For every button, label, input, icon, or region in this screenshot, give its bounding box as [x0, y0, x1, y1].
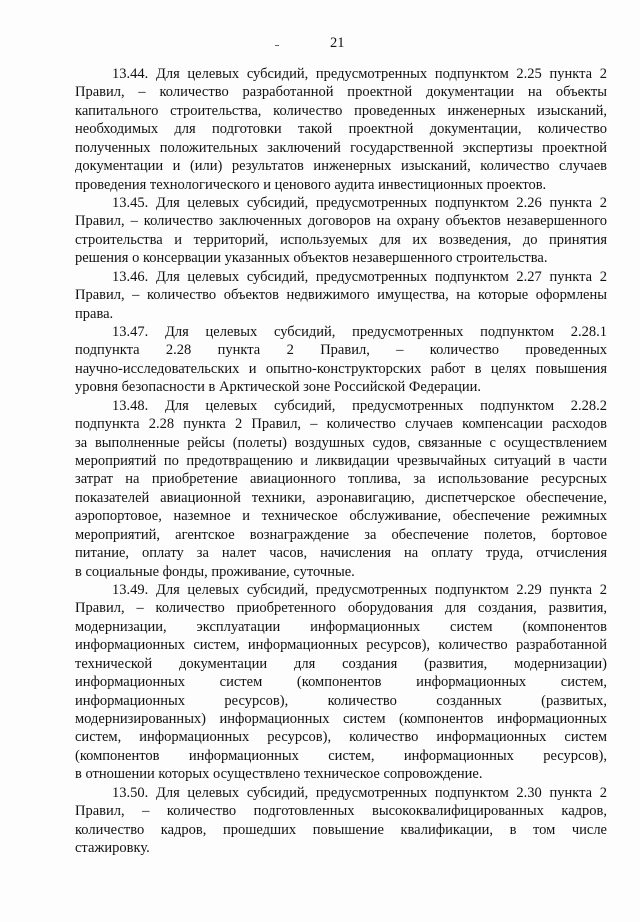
line-text: информационных систем, информационных ресурсов), количество разработанной — [75, 637, 607, 654]
line-text: мероприятий по предотвращению и ликвидации чрезвычайных ситуаций в части — [75, 453, 607, 470]
line-text: информационных систем (компонентов информационных систем, — [75, 674, 607, 691]
paragraph-first-line — [112, 397, 607, 415]
line-text: Правил, – количество разработанной проектной документации на объекты — [75, 84, 607, 101]
text-line — [75, 452, 607, 470]
line-text: Для целевых субсидий, предусмотренных подпунктом 2.29 пункта 2 — [155, 582, 607, 599]
line-text: технической документации для создания (развития, модернизации) — [75, 655, 607, 672]
text-line — [75, 286, 607, 304]
line-text: подпункта 2.28 пункта 2 Правил, – количество случаев компенсации расходов — [75, 416, 607, 433]
text-line — [75, 765, 482, 783]
text-line — [75, 839, 150, 857]
line-text: Правил, – количество подготовленных высококвалифицированных кадров, — [75, 803, 607, 820]
text-line — [75, 563, 355, 581]
line-text: решения о консервации указанных объектов незавершенного строительства. — [75, 250, 548, 267]
text-line — [75, 710, 607, 728]
line-text: затрат на приобретение авиационного топлива, за использование ресурсных — [75, 471, 607, 488]
line-text: мероприятий, агентское вознаграждение за обеспечение полетов, бортовое — [75, 526, 607, 543]
line-text: за выполненные рейсы (полеты) воздушных судов, связанные с осуществлением — [75, 434, 607, 451]
line-text: Правил, – количество объектов недвижимого имущества, на которые оформлены — [75, 287, 607, 304]
text-line — [75, 470, 607, 488]
text-line — [75, 728, 607, 746]
line-text: научно-исследовательских и опытно-конструкторских работ в целях повышения — [75, 360, 607, 377]
clause-number: 13.47. — [112, 324, 149, 341]
clause-number: 13.48. — [112, 397, 149, 414]
line-text: систем, информационных ресурсов), количество информационных систем — [75, 729, 607, 746]
line-text: документации и (или) результатов инженерных изысканий, количество случаев — [75, 158, 607, 175]
page-number: 21 — [330, 35, 345, 51]
text-line — [75, 507, 607, 525]
line-text: (компонентов информационных систем, информационных ресурсов), — [75, 747, 607, 764]
line-text: питание, оплату за налет часов, начисления на оплату труда, отчисления — [75, 545, 607, 562]
text-line — [75, 673, 607, 691]
paragraph-first-line — [112, 268, 607, 286]
paragraph-first-line — [112, 323, 607, 341]
line-text: стажировку. — [75, 840, 150, 857]
paragraph-first-line — [112, 194, 607, 212]
line-text: полученных положительных заключений государственной экспертизы проектной — [75, 139, 607, 156]
line-text: Для целевых субсидий, предусмотренных подпунктом 2.26 пункта 2 — [155, 195, 607, 211]
text-line — [75, 655, 607, 673]
text-line — [75, 821, 607, 839]
text-line — [75, 802, 607, 820]
line-text: Правил, – количество приобретенного оборудования для создания, развития, — [75, 600, 607, 617]
line-text: Для целевых субсидий, предусмотренных подпунктом 2.30 пункта 2 — [155, 784, 607, 801]
line-text: права. — [75, 305, 114, 322]
text-line — [75, 434, 607, 452]
line-text: количество кадров, прошедших повышение квалификации, в том числе — [75, 821, 607, 838]
line-text: в отношении которых осуществлено техническое сопровождение. — [75, 766, 483, 783]
line-text: Для целевых субсидий, предусмотренных подпунктом 2.28.2 — [165, 397, 607, 414]
line-text: необходимых для подготовки такой проектной документации, количество — [75, 121, 607, 138]
text-line — [75, 305, 113, 323]
text-line — [75, 102, 607, 120]
line-text: строительства и территорий, используемых для их возведения, до принятия — [75, 231, 607, 248]
text-line — [75, 415, 607, 433]
scan-speck — [275, 45, 279, 46]
text-line — [75, 636, 607, 654]
text-line — [75, 618, 607, 636]
text-line — [75, 526, 607, 544]
clause-number: 13.50. — [112, 784, 149, 801]
line-text: аэропортовое, наземное и техническое обслуживание, обеспечение режимных — [75, 508, 607, 525]
line-text: Для целевых субсидий, предусмотренных подпунктом 2.28.1 — [165, 324, 607, 341]
clause-number: 13.46. — [112, 268, 149, 285]
text-line — [75, 360, 607, 378]
text-line — [75, 83, 607, 101]
text-line — [75, 157, 607, 175]
line-text: Для целевых субсидий, предусмотренных подпунктом 2.27 пункта 2 — [155, 268, 607, 285]
line-text: Для целевых субсидий, предусмотренных подпунктом 2.25 пункта 2 — [155, 66, 607, 82]
text-line — [75, 378, 481, 396]
text-line — [75, 692, 607, 710]
text-line — [75, 139, 607, 157]
paragraph-first-line — [112, 65, 607, 83]
line-text: модернизации, эксплуатации информационных систем (компонентов — [75, 618, 607, 635]
clause-number: 13.44. — [112, 66, 149, 82]
line-text: показателей авиационной техники, аэронавигацию, диспетчерское обеспечение, — [75, 489, 607, 506]
line-text: капитального строительства, количество проведенных инженерных изысканий, — [75, 102, 607, 119]
text-line — [75, 544, 607, 562]
text-line — [75, 489, 607, 507]
line-text: Правил, – количество заключенных договоров на охрану объектов незавершенного — [75, 213, 607, 230]
line-text: в социальные фонды, проживание, суточные. — [75, 563, 355, 580]
text-line — [75, 120, 607, 138]
text-line — [75, 599, 607, 617]
paragraph-first-line — [112, 581, 607, 599]
clause-number: 13.49. — [112, 582, 149, 599]
text-line — [75, 249, 547, 267]
paragraph-first-line — [112, 784, 607, 802]
line-text: уровня безопасности в Арктической зоне Российской Федерации. — [75, 379, 482, 396]
text-line — [75, 341, 607, 359]
line-text: модернизированных) информационных систем (компонентов информационных — [75, 711, 607, 728]
clause-number: 13.45. — [112, 195, 149, 211]
line-text: информационных ресурсов), количество созданных (развитых, — [75, 692, 607, 709]
text-line — [75, 176, 546, 194]
text-line — [75, 231, 607, 249]
line-text: проведения технологического и ценового аудита инвестиционных проектов. — [75, 176, 547, 193]
line-text: подпункта 2.28 пункта 2 Правил, – количество проведенных — [75, 342, 607, 359]
text-line — [75, 747, 607, 765]
document-body — [0, 65, 640, 865]
text-line — [75, 212, 607, 230]
